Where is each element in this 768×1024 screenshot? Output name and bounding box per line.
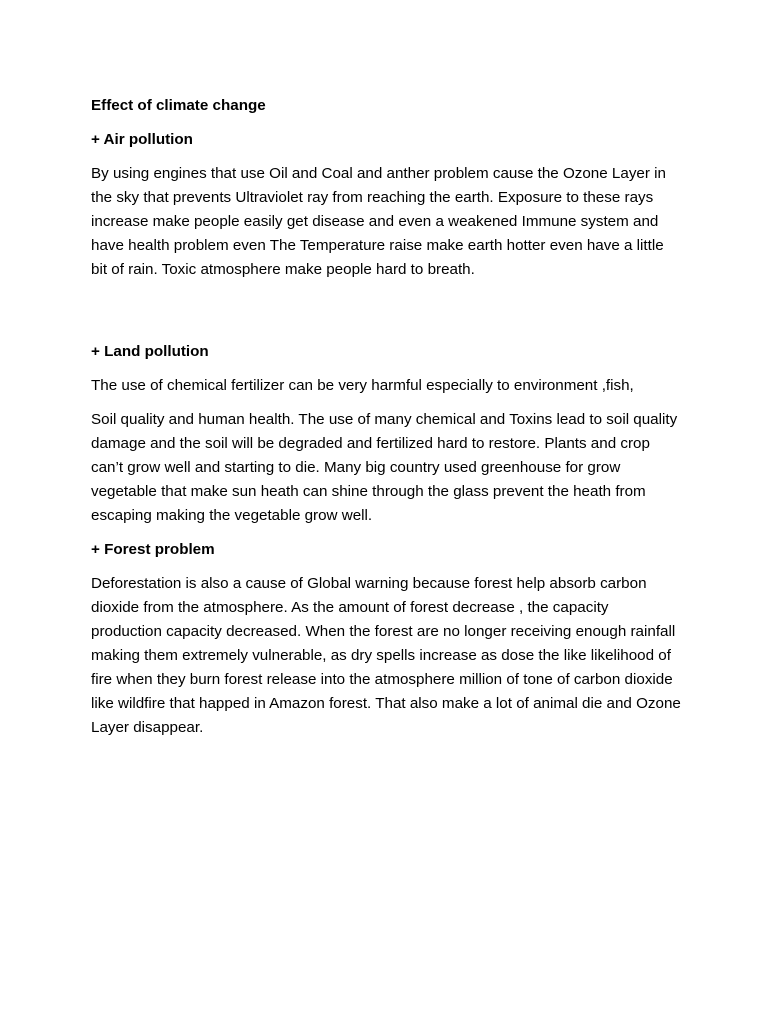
section-heading-air-pollution: + Air pollution [91,131,193,148]
document-body [91,94,681,750]
air-pollution-paragraph: By using engines that use Oil and Coal and anther problem cause the Ozone Layer in the sky that prevents Ultraviolet ray from reaching the earth. Exposure to these rays increase make people easily get disease and even a weakened Immune system and have health problem even The Temperature raise make earth hotter even have a little bit of rain. Toxic atmosphere make people hard to breath. [91,165,666,278]
section-heading-forest-problem: + Forest problem [91,541,215,558]
blank-gap [91,292,681,340]
land-pollution-paragraph-1: The use of chemical fertilizer can be very harmful especially to environment ,fish, [91,377,634,394]
forest-problem-paragraph: Deforestation is also a cause of Global warning because forest help absorb carbon dioxide from the atmosphere. As the amount of forest decrease , the capacity production capacity decreased. When the forest are no longer receiving enough rainfall making them extremely vulnerable, as dry spells increase as dose the like likelihood of fire when they burn forest release into the atmosphere million of tone of carbon dioxide like wildfire that happed in Amazon forest. That also make a lot of animal die and Ozone Layer disappear. [91,575,681,736]
document-title: Effect of climate change [91,97,266,114]
section-heading-land-pollution: + Land pollution [91,343,209,360]
land-pollution-paragraph-2: Soil quality and human health. The use of many chemical and Toxins lead to soil quality damage and the soil will be degraded and fertilized hard to restore. Plants and crop can’t grow well and starting to die. Many big country used greenhouse for grow vegetable that make sun heath can shine through the glass prevent the heath from escaping making the vegetable grow well. [91,411,678,524]
